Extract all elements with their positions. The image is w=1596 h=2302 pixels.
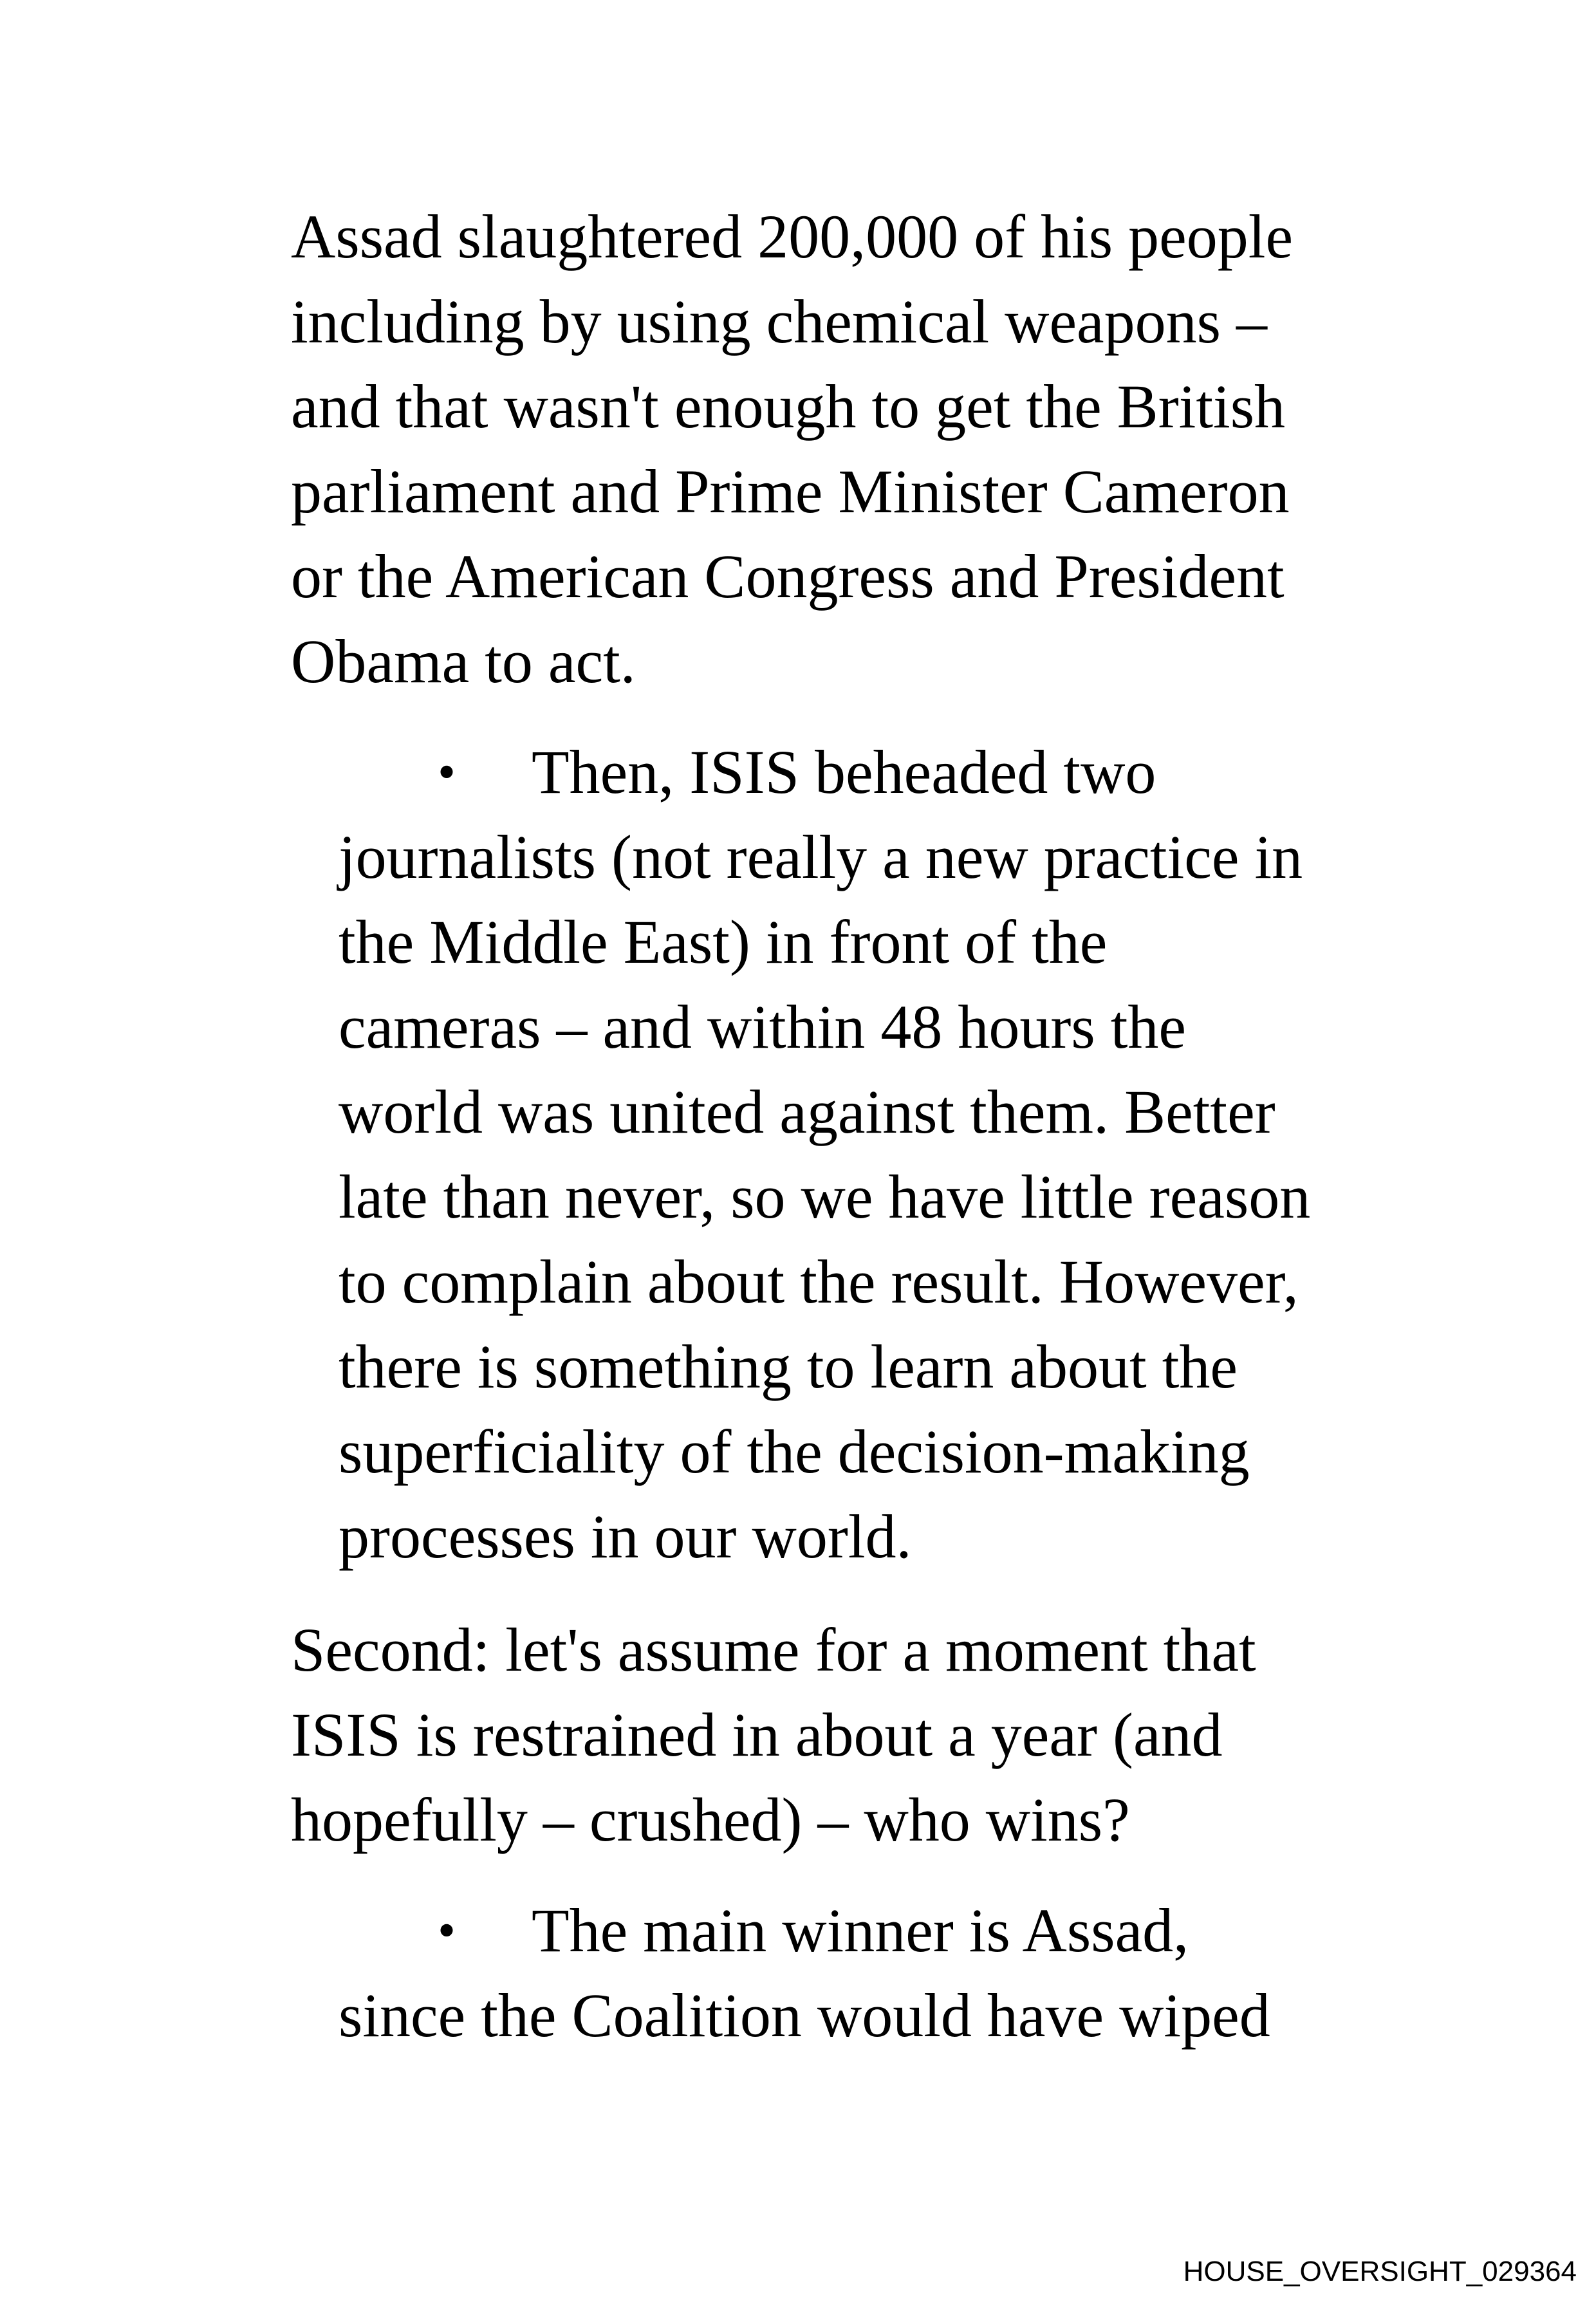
bullet-line: the Middle East) in front of the xyxy=(339,907,1108,976)
bullet-line: The main winner is Assad, xyxy=(532,1896,1189,1965)
paragraph-line: or the American Congress and President xyxy=(291,542,1285,611)
bullet-line: late than never, so we have little reason xyxy=(339,1162,1311,1231)
bates-number: HOUSE_OVERSIGHT_029364 xyxy=(1183,2256,1577,2287)
paragraph-line: and that wasn't enough to get the British xyxy=(291,372,1286,441)
bullet-icon: • xyxy=(438,744,456,801)
bullet-line: journalists (not really a new practice in xyxy=(339,822,1303,891)
bullet-icon: • xyxy=(438,1902,456,1959)
bullet-line: world was united against them. Better xyxy=(339,1077,1276,1146)
paragraph-line: ISIS is restrained in about a year (and xyxy=(291,1700,1223,1769)
bullet-line: since the Coalition would have wiped xyxy=(339,1981,1270,2050)
paragraph-line: parliament and Prime Minister Cameron xyxy=(291,457,1290,526)
bullet-line: there is something to learn about the xyxy=(339,1332,1238,1401)
paragraph-line: Assad slaughtered 200,000 of his people xyxy=(291,202,1294,271)
bullet-line: Then, ISIS beheaded two xyxy=(532,738,1156,806)
paragraph-line: including by using chemical weapons – xyxy=(291,287,1268,356)
bullet-line: processes in our world. xyxy=(339,1502,912,1571)
paragraph-line: Second: let's assume for a moment that xyxy=(291,1615,1256,1684)
paragraph-line: Obama to act. xyxy=(291,627,636,696)
paragraph-line: hopefully – crushed) – who wins? xyxy=(291,1785,1130,1854)
bullet-line: to complain about the result. However, xyxy=(339,1247,1299,1316)
bullet-line: cameras – and within 48 hours the xyxy=(339,992,1186,1061)
bullet-line: superficiality of the decision-making xyxy=(339,1417,1250,1486)
